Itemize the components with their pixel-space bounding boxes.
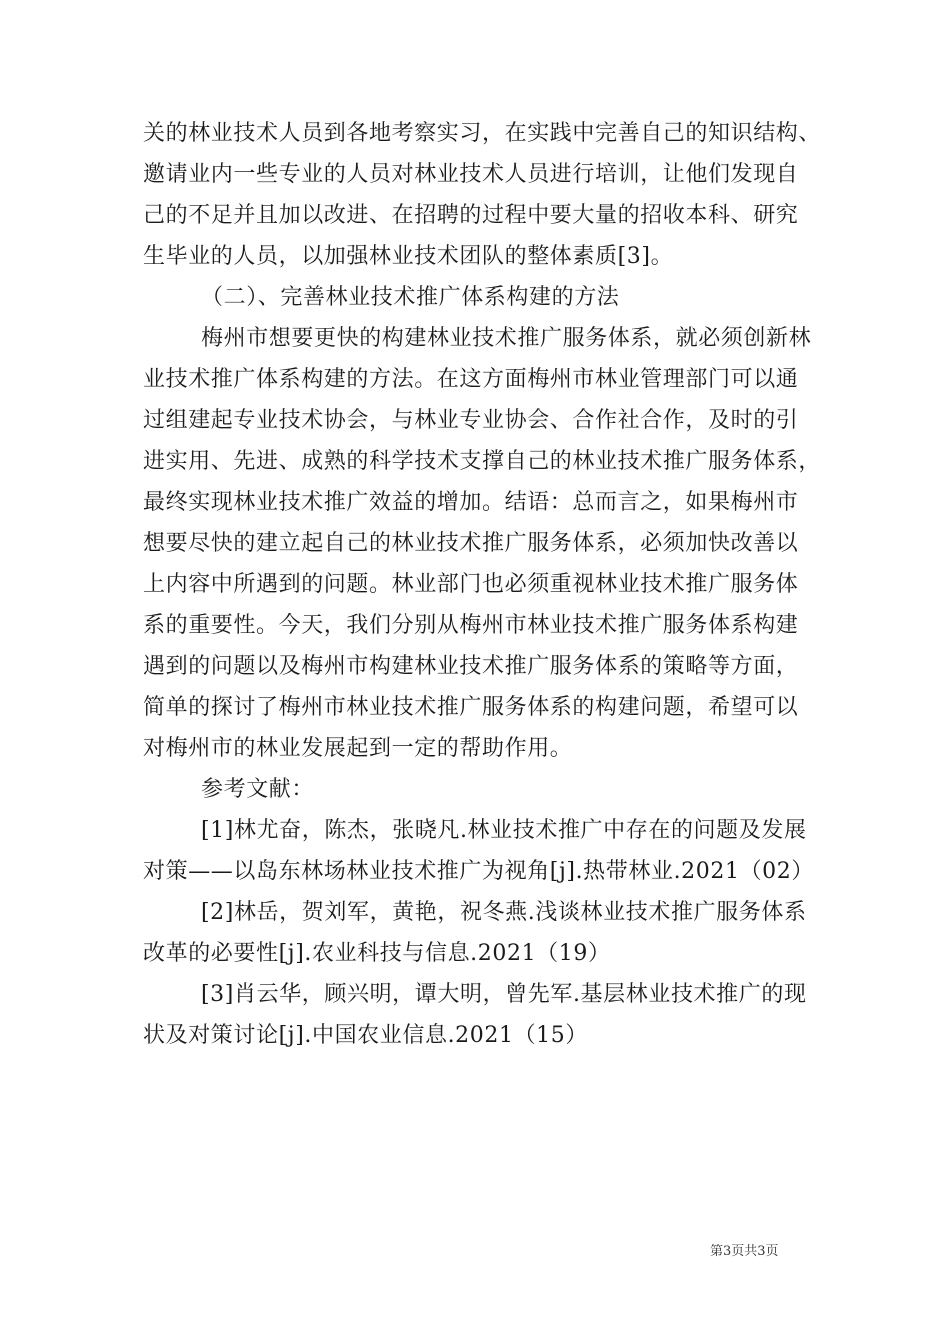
reference-item [143, 892, 813, 974]
document-body [143, 113, 822, 1056]
text-line: 关的林业技术人员到各地考察实习，在实践中完善自己的知识结构、 [143, 121, 822, 146]
text-line: 业技术推广体系构建的方法。在这方面梅州市林业管理部门可以通 [143, 367, 799, 392]
section-heading: （二）、完善林业技术推广体系构建的方法 [201, 285, 620, 310]
text-line: 邀请业内一些专业的人员对林业技术人员进行培训，让他们发现自 [143, 162, 799, 187]
reference-line: [1]林尤奋，陈杰，张晓凡.林业技术推广中存在的问题及发展 [201, 818, 807, 843]
page-footer: 第3页共3页 [710, 1244, 779, 1259]
text-line: 遇到的问题以及梅州市构建林业技术推广服务体系的策略等方面， [143, 654, 799, 679]
text-line: 生毕业的人员，以加强林业技术团队的整体素质[3]。 [143, 244, 674, 269]
references-list [143, 810, 813, 1056]
text-line: 系的重要性。今天，我们分别从梅州市林业技术推广服务体系构建 [143, 613, 799, 638]
text-line: 简单的探讨了梅州市林业技术推广服务体系的构建问题，希望可以 [143, 695, 799, 720]
text-line: 过组建起专业技术协会，与林业专业协会、合作社合作，及时的引 [143, 408, 799, 433]
text-line: 上内容中所遇到的问题。林业部门也必须重视林业技术推广服务体 [143, 572, 799, 597]
reference-item [143, 810, 813, 892]
text-line: 对梅州市的林业发展起到一定的帮助作用。 [143, 736, 573, 761]
text-line: 己的不足并且加以改进、在招聘的过程中要大量的招收本科、研究 [143, 203, 799, 228]
paragraph-methods [143, 318, 822, 769]
text-line: 梅州市想要更快的构建林业技术推广服务体系，就必须创新林 [201, 326, 812, 351]
reference-item [143, 974, 813, 1056]
reference-line: 改革的必要性[j].农业科技与信息.2021（19） [143, 941, 611, 966]
reference-line: 对策——以岛东林场林业技术推广为视角[j].热带林业.2021（02） [143, 859, 814, 884]
text-line: 最终实现林业技术推广效益的增加。结语：总而言之，如果梅州市 [143, 490, 799, 515]
text-line: 进实用、先进、成熟的科学技术支撑自己的林业技术推广服务体系， [143, 449, 822, 474]
paragraph-continuation [143, 113, 822, 277]
reference-line: 状及对策讨论[j].中国农业信息.2021（15） [143, 1023, 588, 1048]
text-line: 想要尽快的建立起自己的林业技术推广服务体系，必须加快改善以 [143, 531, 799, 556]
references-heading: 参考文献： [201, 777, 315, 802]
reference-line: [3]肖云华，顾兴明，谭大明，曾先军.基层林业技术推广的现 [201, 982, 807, 1007]
reference-line: [2]林岳，贺刘军，黄艳，祝冬燕.浅谈林业技术推广服务体系 [201, 900, 807, 925]
